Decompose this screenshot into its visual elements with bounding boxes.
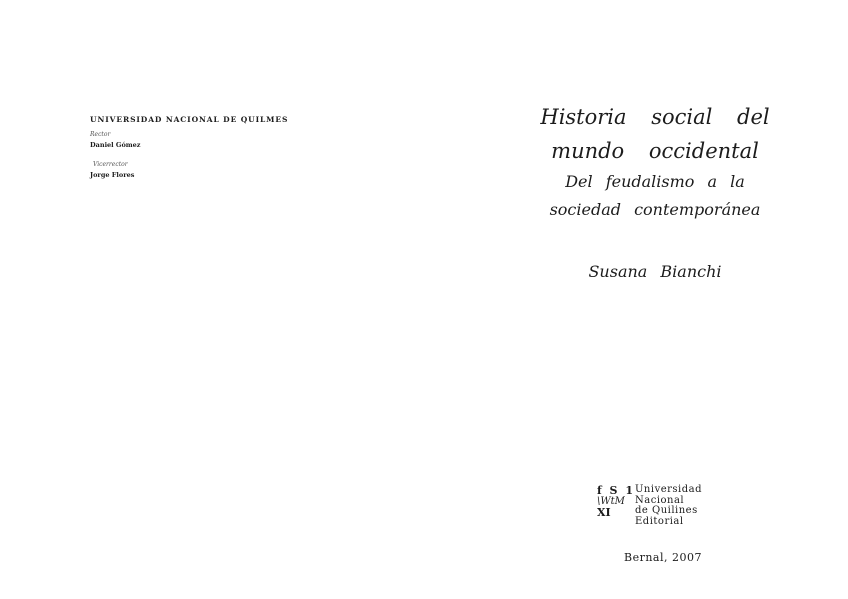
publisher-logo (597, 485, 702, 527)
title-page (540, 100, 770, 281)
publisher-name (635, 485, 702, 527)
publisher-name-line-3: de Quilines (635, 505, 698, 516)
vicerrector-name: Jorge Flores (90, 171, 135, 179)
publisher-mark-line-3: XI (597, 506, 611, 519)
publisher-mark-line-2: \WtM (597, 496, 625, 507)
rector-name: Daniel Gómez (90, 141, 141, 149)
book-author: Susana Bianchi (588, 262, 722, 281)
publisher-mark-line-1: f S 1 (597, 484, 635, 497)
publisher-name-line-1: Universidad (635, 484, 703, 495)
vicerrector-label: Vicerrector (93, 161, 128, 168)
rector-label: Rector (90, 131, 111, 138)
publisher-mark (597, 485, 635, 518)
left-page-credits (90, 115, 288, 179)
publisher-name-line-2: Nacional (635, 494, 685, 506)
book-subtitle-line-1: Del feudalismo a la (565, 172, 745, 191)
book-title-line-2: mundo occidental (551, 139, 759, 163)
publisher-name-line-4: Editorial (635, 515, 684, 527)
university-name: UNIVERSIDAD NACIONAL DE QUILMES (90, 115, 289, 124)
imprint-place-date: Bernal, 2007 (624, 551, 702, 564)
book-title-line-1: Historia social del (540, 105, 770, 129)
book-subtitle-line-2: sociedad contemporánea (549, 200, 761, 219)
